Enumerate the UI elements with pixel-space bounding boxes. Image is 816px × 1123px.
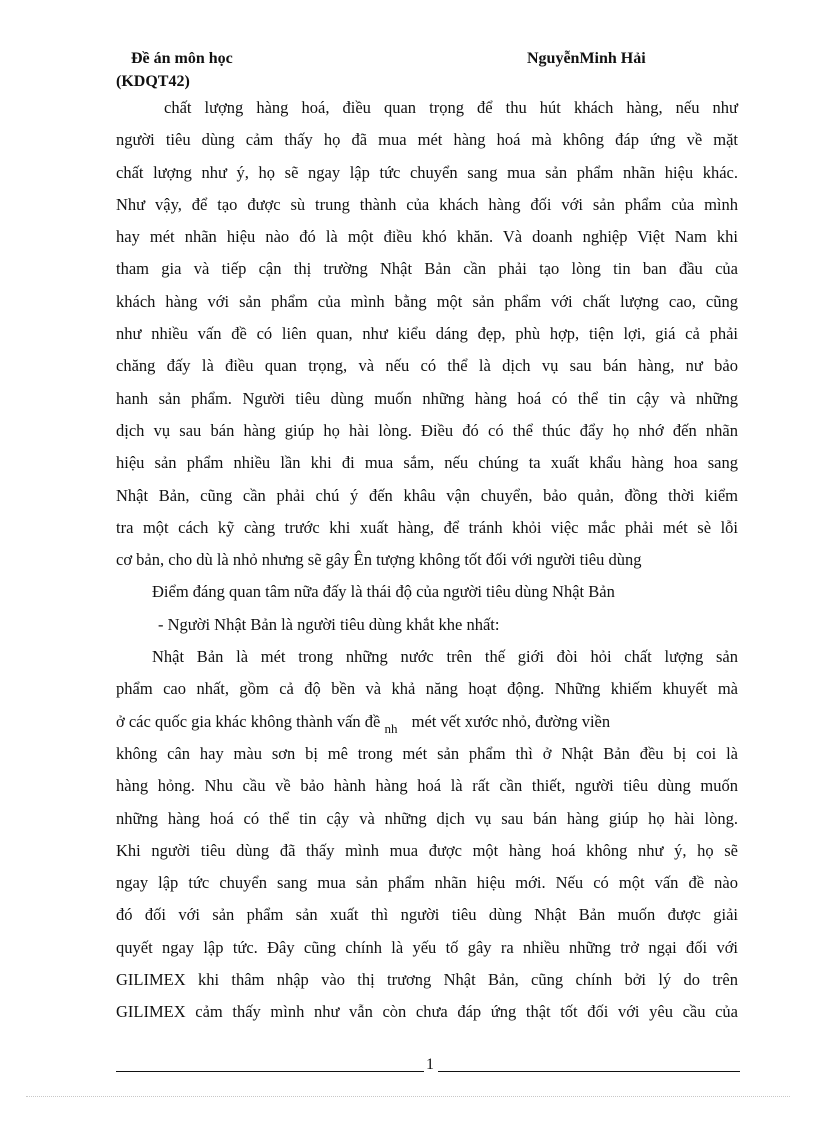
header-course-title: Đề án môn học — [131, 50, 233, 67]
text-line: những hàng hoá có thể tin cậy và những dịch vụ sau bán hàng giúp họ hài lòng. — [116, 808, 738, 828]
text-line: chất lượng như ý, họ sẽ ngay lập tức chuyển sang mua sản phẩm nhãn hiệu khác. — [116, 162, 738, 182]
text-line: hàng hỏng. Nhu cầu về bảo hành hàng hoá là rất cần thiết, người tiêu dùng muốn — [116, 776, 738, 796]
bullet-strict-consumers: - Người Nhật Bản là người tiêu dùng khắt khe nhất: — [158, 614, 500, 634]
text-line: hiệu sản phẩm nhiều lần khi đi mua sắm, nếu chúng ta xuất khẩu hàng hoa sang — [116, 453, 738, 473]
page-footer — [116, 1056, 740, 1076]
page-bottom-dotted-divider — [26, 1096, 790, 1097]
text-line: tra một cách kỹ càng trước khi xuất hàng, để tránh khỏi việc mắc phải mét sè lỗi — [116, 517, 738, 537]
text-line: hanh sản phẩm. Người tiêu dùng muốn những hàng hoá có thể tin cậy và những — [116, 388, 738, 408]
text-line: người tiêu dùng cảm thấy họ đã mua mét hàng hoá mà không đáp ứng về mặt — [116, 130, 738, 150]
text-line: không cân hay màu sơn bị mê trong mét sản phẩm thì ở Nhật Bản đều bị coi là — [116, 743, 738, 763]
text-line: tham gia và tiếp cận thị trường Nhật Bản cần phải tạo lòng tin ban đầu của — [116, 259, 738, 279]
text-line: đó đối với sản phẩm sản xuất thì người tiêu dùng Nhật Bản muốn được giải — [116, 905, 738, 925]
text-line: Nhật Bản, cũng cần phải chú ý đến khâu vận chuyển, bảo quản, đồng thời kiểm — [116, 485, 738, 505]
footer-rule-left — [116, 1071, 424, 1072]
text-line: GILIMEX cảm thấy mình như vẫn còn chưa đáp ứng thật tốt đối với yêu cầu của — [116, 1002, 738, 1022]
document-body — [116, 92, 738, 1029]
header-class-code: (KDQT42) — [116, 73, 190, 90]
text-fragment: mét vết xước nhỏ, đường viền — [411, 711, 611, 731]
text-line: cơ bản, cho dù là nhỏ nhưng sẽ gây Ên tượng không tốt đối với người tiêu dùng — [116, 550, 642, 570]
header-author-name: NguyễnMinh Hải — [527, 50, 646, 67]
text-line: chất lượng hàng hoá, điều quan trọng để thu hút khách hàng, nếu như — [164, 98, 738, 117]
text-line: Như vậy, để tạo được sù trung thành của khách hàng đối với sản phẩm của mình — [116, 194, 738, 214]
text-fragment: ở các quốc gia khác không thành vấn đề — [116, 711, 381, 731]
text-line: dịch vụ sau bán hàng giúp họ hài lòng. Điều đó có thể thúc đẩy họ nhớ đến nhãn — [116, 420, 738, 440]
text-line: quyết ngay lập tức. Đây cũng chính là yếu tố gây ra nhiều những trở ngại đối với — [116, 937, 738, 957]
text-line: hay mét nhãn hiệu nào đó là một điều khó khăn. Và doanh nghiệp Việt Nam khi — [116, 227, 738, 247]
text-line: phẩm cao nhất, gồm cả độ bền và khả năng hoạt động. Những khiếm khuyết mà — [116, 679, 738, 699]
page-number: 1 — [426, 1056, 434, 1073]
text-line: như nhiều vấn đề có liên quan, như kiểu dáng đẹp, phù hợp, tiện lợi, giá cả phải — [116, 324, 738, 344]
text-line: chăng đấy là điều quan trọng, và nếu có thể là dịch vụ sau bán hàng, nư bảo — [116, 356, 738, 376]
footer-rule-right — [438, 1071, 740, 1072]
paragraph-attitude: Điểm đáng quan tâm nữa đấy là thái độ của người tiêu dùng Nhật Bản — [152, 582, 615, 602]
subscript-fragment: nh — [384, 720, 398, 736]
text-line: Nhật Bản là mét trong những nước trên thế giới đòi hỏi chất lượng sản — [152, 647, 738, 667]
text-line-with-subscript — [116, 706, 738, 738]
text-line: khách hàng với sản phẩm của mình bằng một sản phẩm với chất lượng cao, cũng — [116, 291, 738, 311]
text-line: Khi người tiêu dùng đã thấy mình mua được một hàng hoá không như ý, họ sẽ — [116, 840, 738, 860]
text-line: ngay lập tức chuyển sang mua sản phẩm nhãn hiệu mới. Nếu có một vấn đề nào — [116, 873, 738, 893]
text-line: GILIMEX khi thâm nhập vào thị trương Nhật Bản, cũng chính bởi lý do trên — [116, 970, 738, 990]
